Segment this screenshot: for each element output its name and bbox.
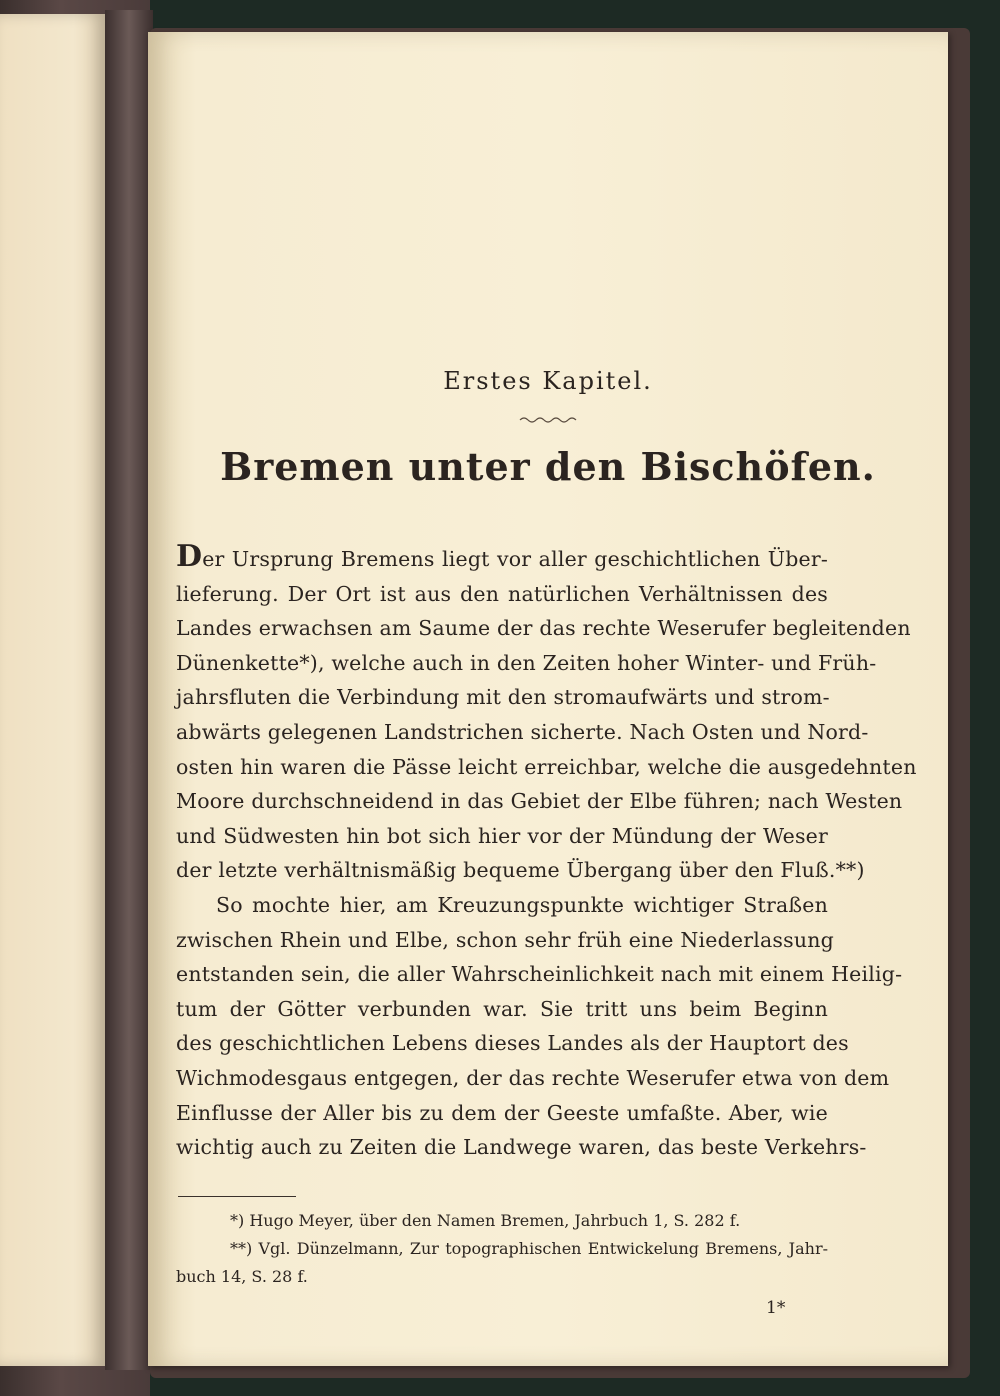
text-line: So mochte hier, am Kreuzungspunkte wichtiger Straßen (216, 892, 828, 917)
footnote-1: *) Hugo Meyer, über den Namen Bremen, Jahrbuch 1, S. 282 f. (230, 1211, 741, 1230)
ornament-divider (148, 410, 948, 429)
chapter-title: Bremen unter den Bischöfen. (220, 444, 876, 489)
text-line: Dünenkette*), welche auch in den Zeiten hoher Winter- und Früh- (176, 650, 877, 675)
text-line: Der Ursprung Bremens liegt vor aller geschichtlichen Über- (176, 539, 828, 574)
signature-mark: 1* (766, 1298, 786, 1318)
text-line: Landes erwachsen am Saume der das rechte Weserufer begleitenden (176, 616, 911, 641)
text-line: der letzte verhältnismäßig bequeme Übergang über den Fluß.**) (176, 858, 865, 883)
text-line: des geschichtlichen Lebens dieses Landes als der Hauptort des (176, 1031, 849, 1056)
text-line: jahrsfluten die Verbindung mit den stromaufwärts und strom- (176, 685, 830, 710)
text-line: und Südwesten hin bot sich hier vor der Mündung der Weser (176, 823, 828, 848)
footnote-2-continued: buch 14, S. 28 f. (176, 1267, 308, 1286)
footnote-rule (178, 1196, 296, 1197)
book-gutter (105, 10, 153, 1370)
text-line: Wichmodesgaus entgegen, der das rechte Weserufer etwa von dem (176, 1065, 890, 1090)
left-page-edge (0, 14, 105, 1366)
book-page (148, 32, 948, 1366)
text-line: Moore durchschneidend in das Gebiet der Elbe führen; nach Westen (176, 789, 903, 814)
text-line: lieferung. Der Ort ist aus den natürlichen Verhältnissen des (176, 581, 828, 606)
body-text (176, 539, 917, 1165)
text-line: osten hin waren die Pässe leicht erreichbar, welche die ausgedehnten (176, 754, 917, 779)
text-line: Einflusse der Aller bis zu dem der Geeste umfaßte. Aber, wie (176, 1100, 828, 1125)
footnote-2: **) Vgl. Dünzelmann, Zur topographischen Entwickelung Bremens, Jahr- (230, 1239, 828, 1258)
drop-cap: D (176, 539, 203, 574)
text-line: entstanden sein, die aller Wahrscheinlichkeit nach mit einem Heilig- (176, 962, 903, 987)
text-line: tum der Götter verbunden war. Sie tritt uns beim Beginn (176, 996, 828, 1021)
footnotes (176, 1207, 828, 1291)
text-line: abwärts gelegenen Landstrichen sicherte. Nach Osten und Nord- (176, 719, 869, 744)
text-line: zwischen Rhein und Elbe, schon sehr früh eine Niederlassung (176, 927, 834, 952)
chapter-label: Erstes Kapitel. (443, 367, 653, 395)
text-line: wichtig auch zu Zeiten die Landwege waren, das beste Verkehrs- (176, 1135, 867, 1160)
